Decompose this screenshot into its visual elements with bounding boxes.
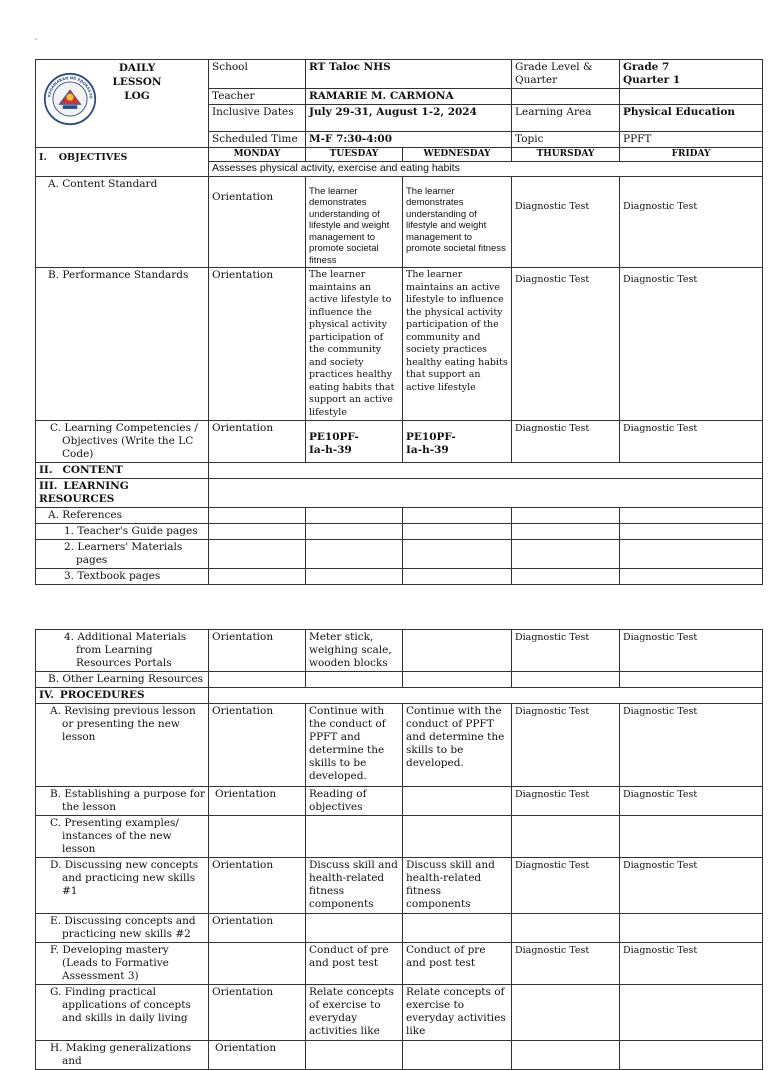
performance-standards-wed: The learner maintains an active lifestyle to influence the physical activity participation of the community and society practices healthy eating habits that support an active lifestyle xyxy=(403,268,512,421)
other-resources-label: B. Other Learning Resources xyxy=(36,672,209,688)
teacher-label: Teacher xyxy=(209,89,306,105)
lesson-log-table-bottom xyxy=(35,629,763,1070)
table-row xyxy=(36,858,763,914)
practical-wed: Relate concepts of exercise to everyday activities like xyxy=(403,985,512,1041)
topic-value: PPFT xyxy=(620,132,763,148)
objectives-banner: Assesses physical activity, exercise and eating habits xyxy=(209,162,763,177)
new-concepts-2-label: E. Discussing concepts and practicing new skills #2 xyxy=(36,914,209,943)
revising-tue: Continue with the conduct of PPFT and determine the skills to be developed. xyxy=(306,704,403,787)
content-standard-fri: Diagnostic Test xyxy=(620,176,763,268)
table-row xyxy=(36,914,763,943)
resources-label: LEARNING RESOURCES xyxy=(39,480,129,505)
revising-wed: Continue with the conduct of PPFT and determine the skills to be developed. xyxy=(403,704,512,787)
new-concepts-2-mon: Orientation xyxy=(209,914,306,943)
content-heading xyxy=(36,463,209,479)
performance-standards-tue: The learner maintains an active lifestyle to influence the physical activity participation of the community and society practices healthy eating habits that support an active lifestyle xyxy=(306,268,403,421)
time-label: Scheduled Time xyxy=(209,132,306,148)
lesson-log-table-top xyxy=(35,59,763,585)
table-row xyxy=(36,816,763,858)
additional-materials-label: 4. Additional Materials from Learning Resources Portals xyxy=(36,630,209,672)
textbook-pages-label: 3. Textbook pages xyxy=(36,569,209,585)
additional-materials-wed xyxy=(403,630,512,672)
resources-heading xyxy=(36,479,209,508)
lc-code-line-1: PE10PF- xyxy=(309,431,359,443)
additional-materials-fri: Diagnostic Test xyxy=(620,630,763,672)
day-thursday: THURSDAY xyxy=(512,148,620,162)
header-row-school xyxy=(36,60,763,89)
practical-label: G. Finding practical applications of concepts and skills in daily living xyxy=(36,985,209,1041)
table-row xyxy=(36,479,763,508)
revising-thu: Diagnostic Test xyxy=(512,704,620,787)
new-concepts-1-fri: Diagnostic Test xyxy=(620,858,763,914)
area-value: Physical Education xyxy=(620,105,763,132)
table-row xyxy=(36,524,763,540)
new-concepts-1-thu: Diagnostic Test xyxy=(512,858,620,914)
competencies-thu: Diagnostic Test xyxy=(512,421,620,463)
table-row xyxy=(36,463,763,479)
new-concepts-1-mon: Orientation xyxy=(209,858,306,914)
lc-code-line-2: Ia-h-39 xyxy=(309,444,352,456)
performance-standards-thu: Diagnostic Test xyxy=(512,268,620,421)
school-label: School xyxy=(209,60,306,89)
table-row xyxy=(36,688,763,704)
resources-value xyxy=(209,479,763,508)
table-row xyxy=(36,630,763,672)
mastery-label: F. Developing mastery (Leads to Formative Assessment 3) xyxy=(36,943,209,985)
content-numeral: II. xyxy=(39,464,53,476)
competencies-mon: Orientation xyxy=(209,421,306,463)
area-label: Learning Area xyxy=(512,105,620,132)
dates-label: Inclusive Dates xyxy=(209,105,306,132)
blank-cell xyxy=(512,89,620,105)
table-row xyxy=(36,569,763,585)
additional-materials-mon: Orientation xyxy=(209,630,306,672)
day-monday: MONDAY xyxy=(209,148,306,162)
competencies-tue xyxy=(306,421,403,463)
day-wednesday: WEDNESDAY xyxy=(403,148,512,162)
generalizations-mon: Orientation xyxy=(209,1041,306,1070)
competencies-wed xyxy=(403,421,512,463)
new-concepts-1-label: D. Discussing new concepts and practicing new skills #1 xyxy=(36,858,209,914)
lc-code-line-1: PE10PF- xyxy=(406,431,456,443)
objectives-numeral: I. xyxy=(39,152,47,163)
table-row xyxy=(36,176,763,268)
blank-cell xyxy=(620,89,763,105)
performance-standards-label: B. Performance Standards xyxy=(36,268,209,421)
table-row xyxy=(36,540,763,569)
grade-label: Grade Level & Quarter xyxy=(512,60,620,89)
performance-standards-fri: Diagnostic Test xyxy=(620,268,763,421)
performance-standards-mon: Orientation xyxy=(209,268,306,421)
resources-numeral: III. xyxy=(39,480,58,492)
table-row xyxy=(36,704,763,787)
title-line-3: LOG xyxy=(124,90,150,102)
mastery-fri: Diagnostic Test xyxy=(620,943,763,985)
additional-materials-tue: Meter stick, weighing scale, wooden blocks xyxy=(306,630,403,672)
table-row xyxy=(36,268,763,421)
day-tuesday: TUESDAY xyxy=(306,148,403,162)
content-label: CONTENT xyxy=(62,464,123,476)
day-friday: FRIDAY xyxy=(620,148,763,162)
teachers-guide-label: 1. Teacher's Guide pages xyxy=(36,524,209,540)
table-row xyxy=(36,985,763,1041)
examples-label: C. Presenting examples/ instances of the new lesson xyxy=(36,816,209,858)
new-concepts-1-wed: Discuss skill and health-related fitness components xyxy=(403,858,512,914)
table-row xyxy=(36,672,763,688)
competencies-fri: Diagnostic Test xyxy=(620,421,763,463)
table-row xyxy=(36,787,763,816)
content-standard-mon: Orientation xyxy=(209,176,306,268)
procedures-numeral: IV. xyxy=(39,689,54,701)
purpose-tue: Reading of objectives xyxy=(306,787,403,816)
purpose-thu: Diagnostic Test xyxy=(512,787,620,816)
procedures-label: PROCEDURES xyxy=(59,689,145,701)
teacher-value: RAMARIE M. CARMONA xyxy=(306,89,512,105)
purpose-mon: Orientation xyxy=(209,787,306,816)
new-concepts-1-tue: Discuss skill and health-related fitness components xyxy=(306,858,403,914)
generalizations-label: H. Making generalizations and xyxy=(36,1041,209,1070)
additional-materials-thu: Diagnostic Test xyxy=(512,630,620,672)
table-row xyxy=(36,943,763,985)
competencies-label: C. Learning Competencies / Objectives (Write the LC Code) xyxy=(36,421,209,463)
table-row xyxy=(36,1041,763,1070)
practical-mon: Orientation xyxy=(209,985,306,1041)
grade-value-cell xyxy=(620,60,763,89)
days-row xyxy=(36,148,763,162)
procedures-heading xyxy=(36,688,209,704)
procedures-value xyxy=(209,688,763,704)
content-standard-wed: The learner demonstrates understanding of lifestyle and weight management to promote societal fitness xyxy=(403,176,512,268)
revising-fri: Diagnostic Test xyxy=(620,704,763,787)
deped-seal-icon xyxy=(43,72,97,126)
title-line-2: LESSON xyxy=(112,76,162,88)
purpose-label: B. Establishing a purpose for the lesson xyxy=(36,787,209,816)
school-value: RT Taloc NHS xyxy=(306,60,512,89)
quarter-value: Quarter 1 xyxy=(623,74,681,86)
content-standard-label: A. Content Standard xyxy=(36,176,209,268)
purpose-fri: Diagnostic Test xyxy=(620,787,763,816)
content-standard-tue: The learner demonstrates understanding of lifestyle and weight management to promote societal fitness xyxy=(306,176,403,268)
objectives-label: OBJECTIVES xyxy=(58,152,128,163)
dates-value: July 29-31, August 1-2, 2024 xyxy=(306,105,512,132)
lc-code-line-2: Ia-h-39 xyxy=(406,444,449,456)
seal-text: KAGAWARAN NG EDUKASYO xyxy=(47,76,93,99)
time-value: M-F 7:30-4:00 xyxy=(306,132,512,148)
practical-tue: Relate concepts of exercise to everyday activities like xyxy=(306,985,403,1041)
content-value xyxy=(209,463,763,479)
corner-mark: - xyxy=(34,34,38,45)
topic-label: Topic xyxy=(512,132,620,148)
grade-value: Grade 7 xyxy=(623,61,670,73)
references-label: A. References xyxy=(36,508,209,524)
title-line-1: DAILY xyxy=(118,62,156,74)
mastery-tue: Conduct of pre and post test xyxy=(306,943,403,985)
objectives-heading xyxy=(36,148,209,177)
revising-mon: Orientation xyxy=(209,704,306,787)
learners-materials-label: 2. Learners' Materials pages xyxy=(36,540,209,569)
table-row xyxy=(36,421,763,463)
mastery-wed: Conduct of pre and post test xyxy=(403,943,512,985)
mastery-thu: Diagnostic Test xyxy=(512,943,620,985)
revising-label: A. Revising previous lesson or presenting the new lesson xyxy=(36,704,209,787)
table-row xyxy=(36,508,763,524)
content-standard-thu: Diagnostic Test xyxy=(512,176,620,268)
